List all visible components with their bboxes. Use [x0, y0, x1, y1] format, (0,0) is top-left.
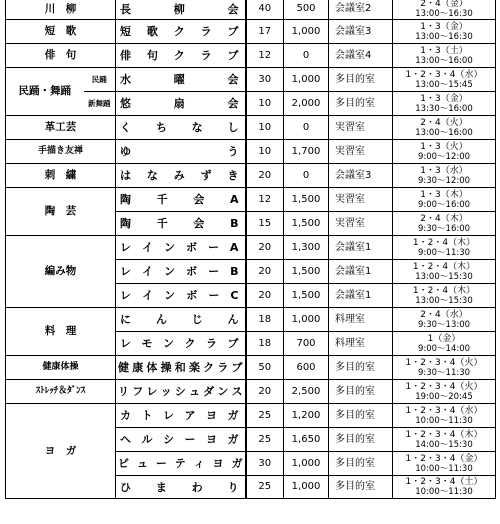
- schedule-time: 9:30〜13:00: [417, 319, 471, 330]
- room-name: 料理室: [329, 332, 393, 356]
- schedule-time: 9:30〜12:00: [417, 175, 471, 186]
- group-name: [116, 20, 246, 44]
- schedule-time: 9:30〜11:30: [417, 367, 471, 378]
- subcategory-label: 新舞踊: [84, 92, 116, 116]
- room-name: 多目的室: [329, 404, 393, 428]
- group-name: [116, 332, 246, 356]
- group-name: [116, 308, 246, 332]
- monthly-fee: 1,500: [284, 212, 329, 236]
- monthly-fee: 1,300: [284, 236, 329, 260]
- schedule-time: 13:00〜16:00: [415, 55, 473, 66]
- schedule-days: 1・3（土）: [420, 45, 468, 56]
- monthly-fee: 1,500: [284, 284, 329, 308]
- schedule: [393, 44, 496, 68]
- table-row: [6, 380, 496, 404]
- group-name: [116, 188, 246, 212]
- schedule-days: 1・2・3・4（水）: [405, 405, 483, 416]
- schedule: [393, 20, 496, 44]
- monthly-fee: 0: [284, 44, 329, 68]
- table-row: [6, 0, 496, 20]
- schedule: [393, 92, 496, 116]
- room-name: 多目的室: [329, 380, 393, 404]
- schedule: [393, 356, 496, 380]
- schedule: [393, 332, 496, 356]
- group-name: [116, 404, 246, 428]
- monthly-fee: 1,500: [284, 260, 329, 284]
- schedule-time: 9:00〜16:00: [417, 199, 471, 210]
- schedule-days: 2・4（水）: [420, 309, 468, 320]
- member-count: 10: [246, 116, 284, 140]
- monthly-fee: 1,200: [284, 404, 329, 428]
- schedule-days: 2・4（木）: [420, 213, 468, 224]
- member-count: 20: [246, 236, 284, 260]
- club-schedule-table: [5, 0, 496, 499]
- table-row: [6, 164, 496, 188]
- monthly-fee: 2,000: [284, 92, 329, 116]
- schedule: [393, 116, 496, 140]
- category-tanka: 短 歌: [6, 20, 116, 44]
- group-name-text: レ モ ン ク ラ ブ: [120, 337, 239, 350]
- member-count: 20: [246, 380, 284, 404]
- group-name-text: ゆ う: [120, 145, 239, 158]
- schedule-time: 13:00〜15:30: [415, 271, 473, 282]
- group-name: [116, 236, 246, 260]
- table-row: [6, 356, 496, 380]
- group-name: [116, 164, 246, 188]
- schedule: [393, 404, 496, 428]
- schedule-days: 1・3（金）: [420, 93, 468, 104]
- room-name: 実習室: [329, 116, 393, 140]
- schedule-time: 14:00〜15:30: [415, 439, 473, 450]
- group-name: [116, 452, 246, 476]
- member-count: 25: [246, 476, 284, 499]
- room-name: 会議室1: [329, 260, 393, 284]
- schedule-time: 9:00〜11:30: [417, 247, 471, 258]
- monthly-fee: 1,700: [284, 140, 329, 164]
- room-name: 実習室: [329, 140, 393, 164]
- room-name: 多目的室: [329, 92, 393, 116]
- category-cooking: 料 理: [6, 308, 116, 356]
- schedule-days: 1（金）: [427, 333, 461, 344]
- group-name: [116, 0, 246, 20]
- schedule-days: 1・2・3・4（水）: [405, 69, 483, 80]
- schedule-days: 1・2・4（木）: [412, 261, 476, 272]
- room-name: 会議室4: [329, 44, 393, 68]
- schedule: [393, 188, 496, 212]
- member-count: 50: [246, 356, 284, 380]
- category-leather-craft: 革工芸: [6, 116, 116, 140]
- room-name: 多目的室: [329, 476, 393, 499]
- monthly-fee: 1,000: [284, 308, 329, 332]
- group-name: [116, 284, 246, 308]
- monthly-fee: 0: [284, 164, 329, 188]
- group-name-text: レ イ ン ボ ー C: [120, 289, 239, 302]
- schedule-time: 10:00〜11:30: [415, 415, 473, 426]
- table-row: [6, 188, 496, 212]
- schedule: [393, 164, 496, 188]
- member-count: 25: [246, 428, 284, 452]
- member-count: 25: [246, 404, 284, 428]
- member-count: 10: [246, 140, 284, 164]
- group-name-text: 悠 扇 会: [120, 97, 239, 110]
- group-name: [116, 476, 246, 499]
- room-name: 実習室: [329, 212, 393, 236]
- table-row: [6, 140, 496, 164]
- schedule-time: 10:00〜11:30: [415, 463, 473, 474]
- group-name-text: 陶 千 会 B: [120, 217, 239, 230]
- schedule: [393, 236, 496, 260]
- room-name: 実習室: [329, 188, 393, 212]
- group-name: [116, 212, 246, 236]
- schedule-days: 1・3（水）: [420, 165, 468, 176]
- group-name: [116, 92, 246, 116]
- member-count: 10: [246, 92, 284, 116]
- group-name: [116, 44, 246, 68]
- group-name: [116, 428, 246, 452]
- table-row: [6, 236, 496, 260]
- schedule: [393, 428, 496, 452]
- member-count: 30: [246, 452, 284, 476]
- group-name: [116, 68, 246, 92]
- schedule-days: 1・2・4（木）: [412, 237, 476, 248]
- group-name-text: ヘ ル シ ー ヨ ガ: [120, 433, 239, 446]
- monthly-fee: 1,000: [284, 68, 329, 92]
- group-name-text: レ イ ン ボ ー B: [120, 265, 239, 278]
- room-name: 会議室3: [329, 20, 393, 44]
- group-name-text: レ イ ン ボ ー A: [120, 241, 239, 254]
- member-count: 12: [246, 44, 284, 68]
- group-name-text: カ ト レ ア ヨ ガ: [120, 409, 239, 422]
- subcategory-label: 民踊: [84, 68, 116, 92]
- member-count: 40: [246, 0, 284, 20]
- member-count: 30: [246, 68, 284, 92]
- schedule: [393, 68, 496, 92]
- schedule: [393, 308, 496, 332]
- room-name: 料理室: [329, 308, 393, 332]
- schedule-time: 13:00〜16:30: [415, 9, 473, 19]
- category-haiku: 俳 句: [6, 44, 116, 68]
- monthly-fee: 600: [284, 356, 329, 380]
- room-name: 多目的室: [329, 428, 393, 452]
- monthly-fee: 1,000: [284, 452, 329, 476]
- group-name-text: 陶 千 会 A: [120, 193, 239, 206]
- category-embroidery: 刺 繍: [6, 164, 116, 188]
- member-count: 17: [246, 20, 284, 44]
- schedule-time: 9:00〜12:00: [417, 151, 471, 162]
- schedule-days: 2・4（火）: [420, 117, 468, 128]
- schedule: [393, 0, 496, 20]
- schedule-days: 1・2・3・4（火）: [405, 381, 483, 392]
- schedule: [393, 284, 496, 308]
- group-name-text: ビ ュ ー テ ィ ヨ ガ: [118, 457, 243, 470]
- schedule-days: 1・2・3・4（金）: [405, 453, 483, 464]
- member-count: 18: [246, 308, 284, 332]
- group-name-text: 俳 句 ク ラ ブ: [120, 49, 239, 62]
- monthly-fee: 1,000: [284, 20, 329, 44]
- group-name: [116, 380, 246, 404]
- member-count: 20: [246, 284, 284, 308]
- member-count: 20: [246, 164, 284, 188]
- schedule-time: 13:00〜16:00: [415, 127, 473, 138]
- room-name: 多目的室: [329, 452, 393, 476]
- schedule-time: 9:30〜16:00: [417, 223, 471, 234]
- schedule: [393, 452, 496, 476]
- schedule-time: 13:00〜15:30: [415, 295, 473, 306]
- schedule-time: 10:00〜11:30: [415, 487, 473, 497]
- group-name-text: 水 曜 会: [120, 73, 239, 86]
- member-count: 12: [246, 188, 284, 212]
- schedule: [393, 140, 496, 164]
- schedule-time: 19:00〜20:45: [415, 391, 473, 402]
- room-name: 会議室1: [329, 236, 393, 260]
- group-name-text: リ フ レ ッ シ ュ ダ ン ス: [118, 385, 243, 398]
- schedule: [393, 476, 496, 499]
- group-name-text: ひ ま わ り: [120, 480, 239, 494]
- group-name-text: 健 康 体 操 和 楽 ク ラ ブ: [118, 361, 243, 374]
- group-name: [116, 116, 246, 140]
- monthly-fee: 1,500: [284, 188, 329, 212]
- category-folk-dance: 民踊・舞踊: [6, 68, 84, 116]
- schedule: [393, 212, 496, 236]
- schedule-days: 1・2・3・4（土）: [405, 477, 483, 487]
- member-count: 20: [246, 260, 284, 284]
- room-name: 多目的室: [329, 68, 393, 92]
- category-knitting: 編み物: [6, 236, 116, 308]
- schedule-time: 13:30〜16:00: [415, 103, 473, 114]
- monthly-fee: 700: [284, 332, 329, 356]
- schedule-days: 1・2・3・4（火）: [405, 357, 483, 368]
- monthly-fee: 1,000: [284, 476, 329, 499]
- group-name-text: く ち な し: [120, 121, 239, 134]
- schedule-days: 1・3（木）: [420, 189, 468, 200]
- group-name: [116, 260, 246, 284]
- schedule-time: 9:00〜14:00: [417, 343, 471, 354]
- monthly-fee: 2,500: [284, 380, 329, 404]
- group-name-text: は な み ず き: [120, 169, 239, 182]
- table-row: [6, 44, 496, 68]
- member-count: 18: [246, 332, 284, 356]
- table-row: [6, 68, 496, 92]
- schedule-days: 2・4（金）: [420, 0, 468, 9]
- room-name: 多目的室: [329, 356, 393, 380]
- monthly-fee: 1,650: [284, 428, 329, 452]
- schedule-time: 13:00〜15:45: [415, 79, 473, 90]
- group-name-text: 長 柳 会: [120, 2, 239, 16]
- schedule-days: 1・3（火）: [420, 141, 468, 152]
- category-yuzen: 手描き友禅: [6, 140, 116, 164]
- group-name-text: 短 歌 ク ラ ブ: [120, 25, 239, 38]
- category-river-senryu: 川 柳: [6, 0, 116, 20]
- category-stretch-dance: ｽﾄﾚｯﾁ＆ﾀﾞﾝｽ: [6, 380, 116, 404]
- monthly-fee: 0: [284, 116, 329, 140]
- room-name: 会議室3: [329, 164, 393, 188]
- table-row: [6, 116, 496, 140]
- group-name: [116, 356, 246, 380]
- room-name: 会議室1: [329, 284, 393, 308]
- room-name: 会議室2: [329, 0, 393, 20]
- schedule-days: 1・3（金）: [420, 21, 468, 32]
- category-pottery: 陶 芸: [6, 188, 116, 236]
- table-row: [6, 20, 496, 44]
- table-row: [6, 404, 496, 428]
- group-name-text: に ん じ ん: [120, 313, 239, 326]
- schedule: [393, 260, 496, 284]
- schedule-days: 1・2・4（木）: [412, 285, 476, 296]
- table-row: [6, 308, 496, 332]
- category-health-exercise: 健康体操: [6, 356, 116, 380]
- schedule-days: 1・2・3・4（木）: [405, 429, 483, 440]
- member-count: 15: [246, 212, 284, 236]
- group-name: [116, 140, 246, 164]
- schedule: [393, 380, 496, 404]
- monthly-fee: 500: [284, 0, 329, 20]
- schedule-time: 13:00〜16:30: [415, 31, 473, 42]
- category-yoga: ヨ ガ: [6, 404, 116, 499]
